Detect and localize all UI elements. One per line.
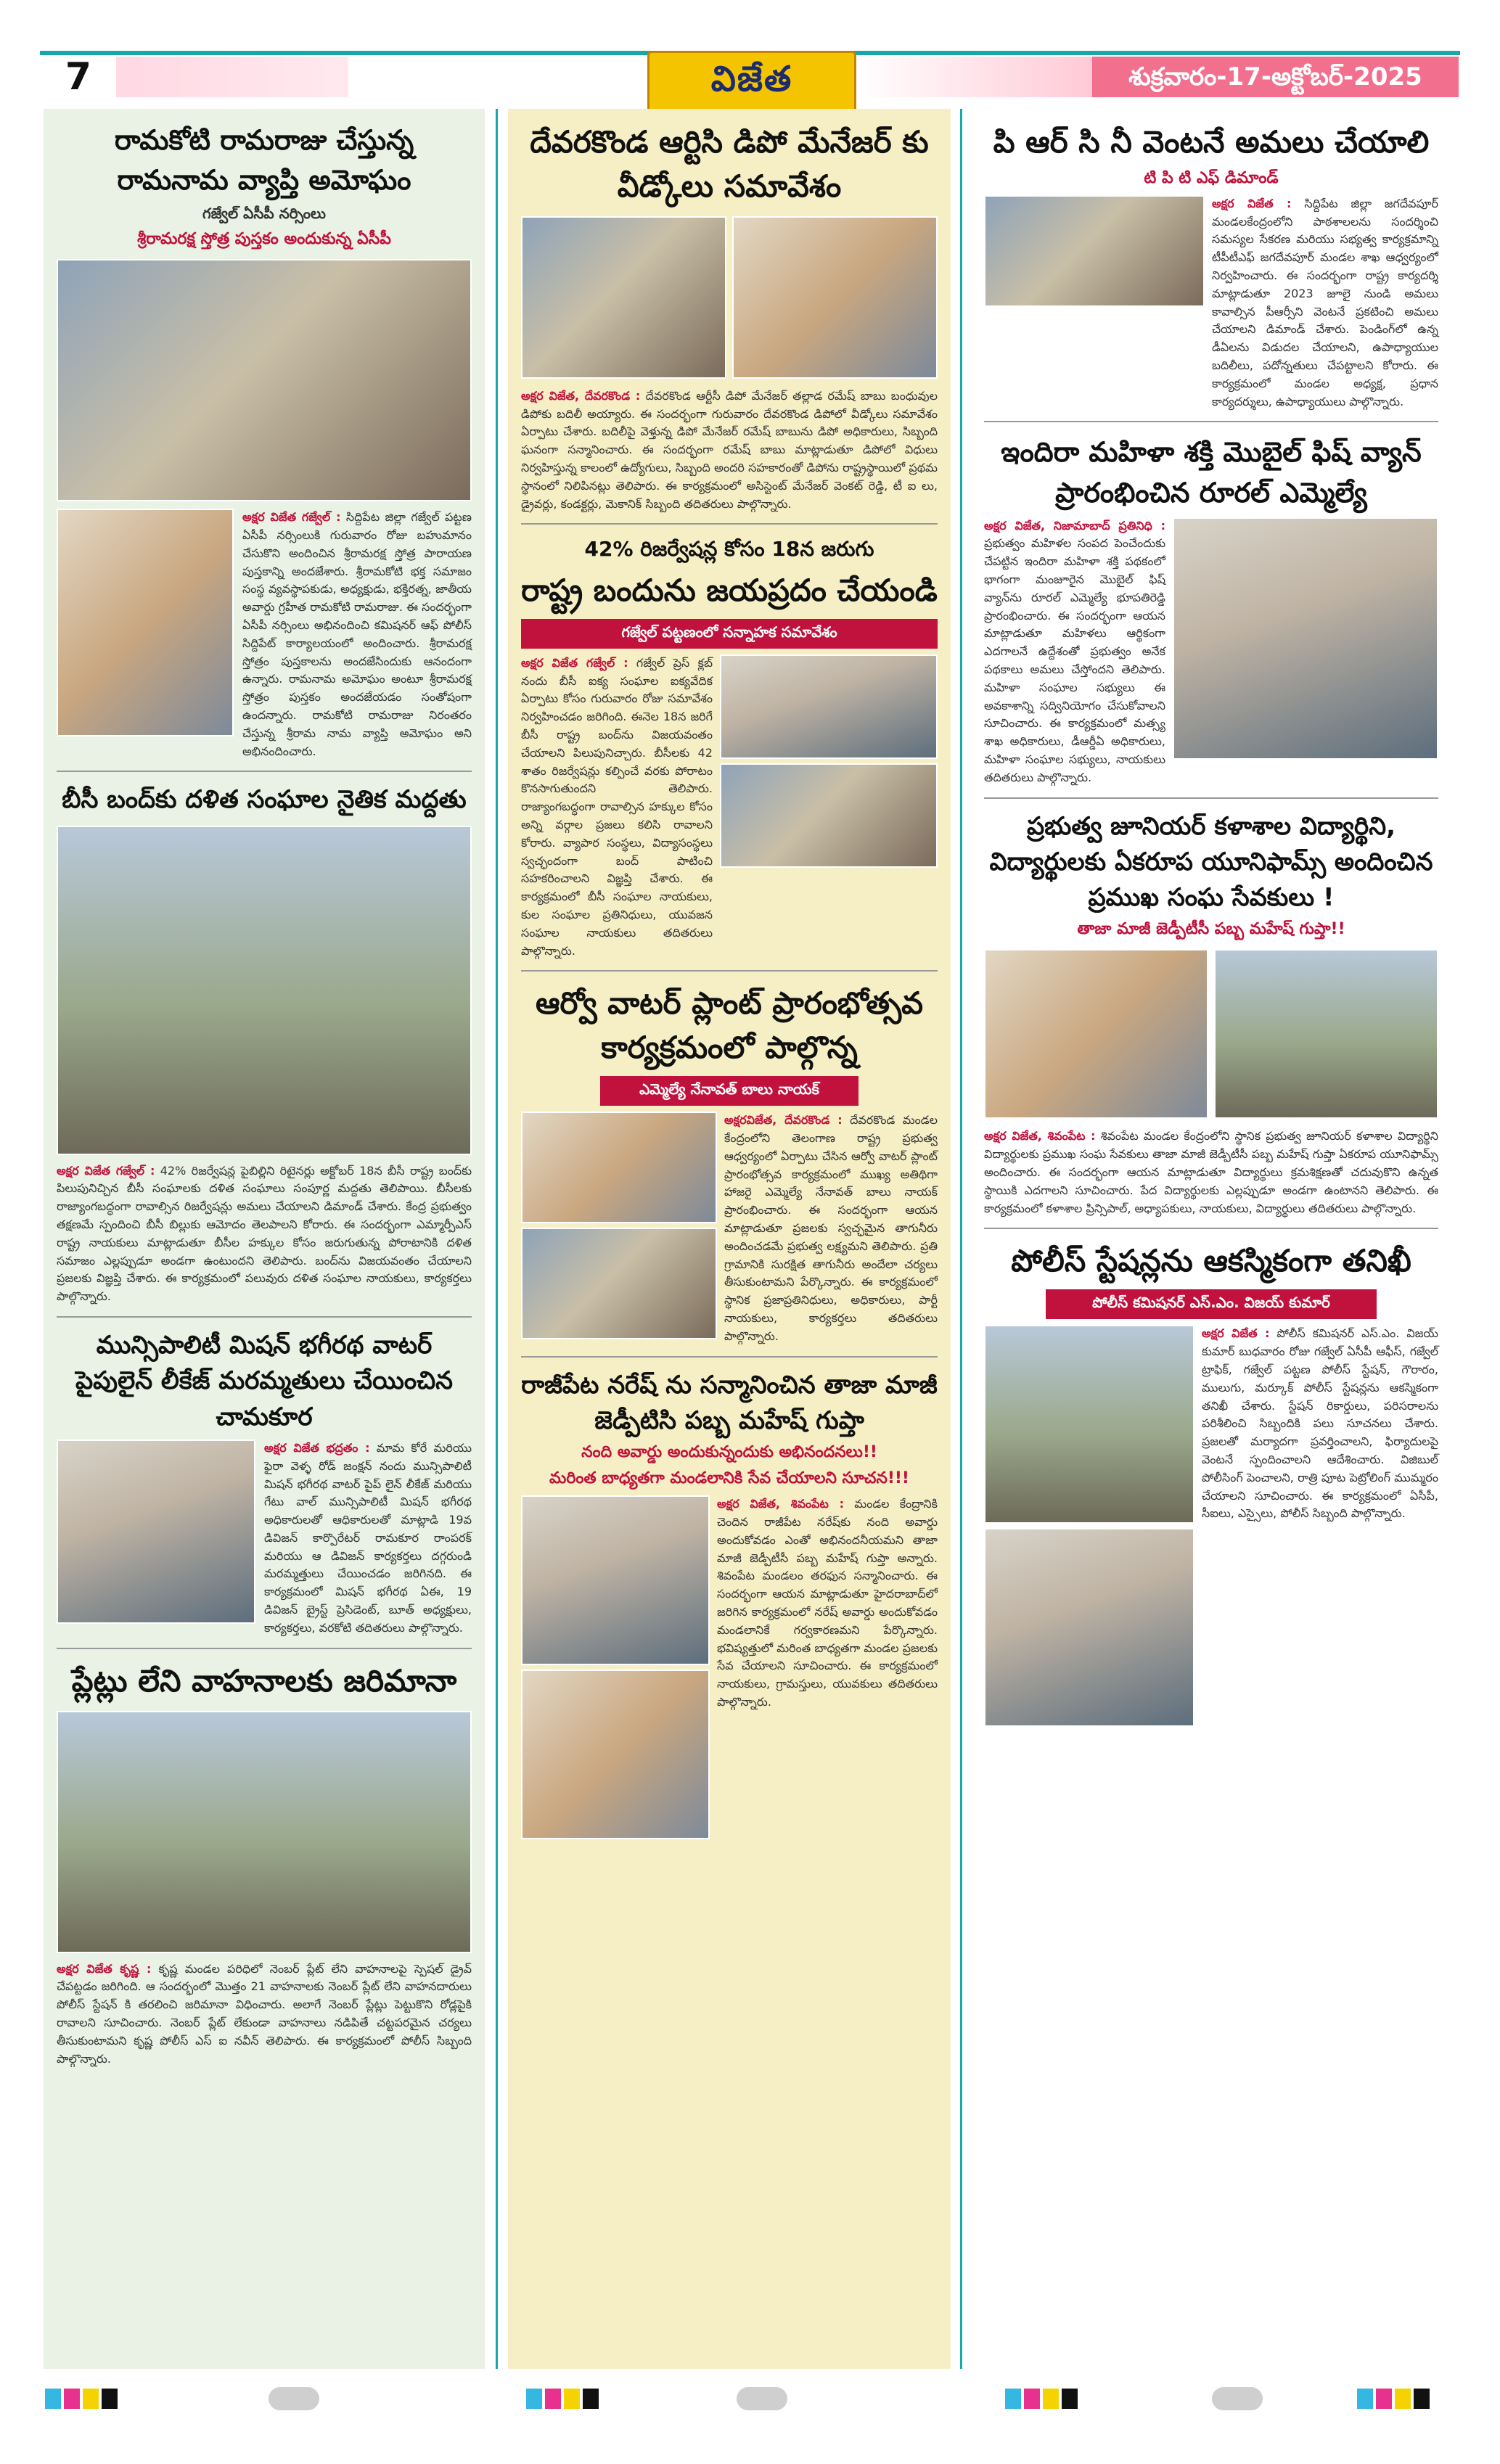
article-body <box>717 1495 938 1839</box>
article-body <box>1202 1325 1438 1727</box>
article-fish-van <box>984 432 1438 787</box>
color-bar <box>64 2389 80 2409</box>
article-byline: అక్షర విజేత, నిజామాబాద్ ప్రతినిధి : <box>984 518 1165 533</box>
article-byline: అక్షర విజేత : <box>1212 196 1292 210</box>
article-headline: బీసీ బంద్‌కు దళిత సంఘాల నైతిక మద్దతు <box>62 785 467 815</box>
article-text: దేవరకొండ మండల కేంద్రంలోని తెలంగాణ రాష్ట్ర ప్రభుత్వ ఆధ్వర్యంలో ఏర్పాటు చేసిన ఆర్వో వాటర్ ప్లాంట్ ప్రారంభోత్సవ కార్యక్రమంలో ముఖ్య అతిథిగా హాజరై ఎమ్మెల్యే నేనావత్ బాలు నాయక్ ప్రారంభించారు. ఈ సందర్భంగా ఆయన మాట్లాడుతూ ప్రజలకు స్వచ్ఛమైన తాగునీరు అందించడమే ప్రభుత్వ లక్ష్యమని తెలిపారు. ప్రతి గ్రామానికి సురక్షిత తాగునీరు అందేలా చర్యలు తీసుకుంటామని పేర్కొన్నారు. ఈ కార్యక్రమంలో స్థానిక ప్రజాప్రతినిధులు, అధికారులు, పార్టీ నాయకులు, కార్యకర్తలు తదితరులు పాల్గొన్నారు. <box>724 1113 938 1343</box>
color-bar <box>1062 2389 1078 2409</box>
article-text: సిద్దిపేట జిల్లా జగదేవపూర్ మండలకేంద్రంలోని పాఠశాలలను సందర్శించి సమస్యల సేకరణ మరియు సభ్యత్వ కార్యక్రమాన్ని టీపీటీఎఫ్ జగదేవపూర్ మండల శాఖ ఆధ్వర్యంలో నిర్వహించారు. ఈ సందర్భంగా రాష్ట్ర కార్యదర్శి మాట్లాడుతూ 2023 జూలై నుండి అమలు కావాల్సిన పీఆర్సీని వెంటనే ప్రకటించి అమలు చేయాలని డిమాండ్ చేశారు. పెండింగ్‌లో ఉన్న డీఏలను విడుదల చేయాలని, ఉపాధ్యాయుల బదిలీలు, పదోన్నతులు చేపట్టాలని కోరారు. ఈ కార్యక్రమంలో మండల అధ్యక్ష, ప్రధాన కార్యదర్శులు, ఉపాధ్యాయులు పాల్గొన్నారు. <box>1212 196 1438 408</box>
color-bar <box>526 2389 542 2409</box>
logo-text: విజేత <box>710 59 793 99</box>
article-naresh-felicitation <box>521 1368 938 1840</box>
article-subhead: గజ్వేల్ ఏసీపీ నర్సింలు <box>202 205 326 223</box>
article-byline: అక్షర విజేత భద్రతం : <box>264 1440 370 1455</box>
article-text: పోలీస్ కమిషనర్ ఎస్.ఎం. విజయ్ కుమార్ బుధవారం రోజు గజ్వేల్ ఏసీపీ ఆఫీస్, గజ్వేల్ ట్రాఫిక్, గజ్వేల్ పట్టణ పోలీస్ స్టేషన్, గౌరారం, ములుగు, మర్కూక్ పోలీస్ స్టేషన్లను ఆకస్మికంగా తనిఖీ చేశారు. స్టేషన్ రికార్డులు, పరిసరాలను పరిశీలించి సిబ్బందికి పలు సూచనలు చేశారు. ప్రజలతో మర్యాదగా ప్రవర్తించాలని, ఫిర్యాదులపై వెంటనే స్పందించాలని ఆదేశించారు. విజిబుల్ పోలీసింగ్ పెంచాలని, రాత్రి పూట పెట్రోలింగ్ ముమ్మరం చేయాలని సూచించారు. ఈ కార్యక్రమంలో ఏసీపీ, సీఐలు, ఎస్సైలు, పోలీస్ సిబ్బంది పాల్గొన్నారు. <box>1202 1326 1438 1521</box>
divider <box>57 1316 472 1318</box>
masthead-logo <box>647 51 856 115</box>
article-photo <box>57 1440 255 1624</box>
article-number-plate-fine <box>57 1659 472 2069</box>
article-text: ప్రభుత్వం మహిళల సంపద పెంచేందుకు చేపట్టిన ఇందిరా మహిళా శక్తి పథకంలో భాగంగా మంజూరైన మొబైల్ ఫిష్ వ్యాన్‌ను రూరల్ ఎమ్మెల్యే భూపతిరెడ్డి ప్రారంభించారు. ఈ సందర్భంగా ఆయన మాట్లాడుతూ మహిళలు ఆర్థికంగా ఎదగాలనే ఉద్దేశంతో ప్రభుత్వం అనేక పథకాలు అమలు చేస్తోందని తెలిపారు. మహిళా సంఘాల సభ్యులు ఈ అవకాశాన్ని సద్వినియోగం చేసుకోవాలని సూచించారు. ఈ కార్యక్రమంలో మత్స్య శాఖ అధికారులు, డీఆర్డీఏ అధికారులు, మహిళా సంఘాల సభ్యులు, నాయకులు తదితరులు పాల్గొన్నారు. <box>984 536 1165 784</box>
article-photo <box>984 949 1208 1119</box>
article-headline: పి ఆర్ సి నీ వెంటనే అమలు చేయాలి <box>993 124 1430 160</box>
article-byline: అక్షర విజేత గజ్వేల్ : <box>57 1163 155 1178</box>
article-body <box>521 654 713 961</box>
article-body <box>984 517 1165 787</box>
article-headline: ఆర్వో వాటర్ ప్లాంట్ ప్రారంభోత్సవ కార్యక్రమంలో పాల్గొన్న <box>535 985 924 1066</box>
article-headline: రాష్ట్ర బందును జయప్రదం చేయండి <box>521 572 938 608</box>
divider <box>521 523 938 525</box>
color-bar <box>83 2389 99 2409</box>
article-subhead: టి పి టి ఎఫ్ డిమాండ్ <box>1144 168 1279 187</box>
divider <box>984 421 1438 422</box>
article-text: దేవరకొండ ఆర్టీసీ డిపో మేనేజర్ తల్లాడ రమేష్ బాబు బంధువుల డిపోకు బదిలీ అయ్యారు. ఈ సందర్భంగా గురువారం దేవరకొండ డిపోలో వీడ్కోలు సమావేశం ఏర్పాటు చేశారు. బదిలీపై వెళ్తున్న డిపో మేనేజర్ రమేష్ బాబును డిపో అధికారులు, సిబ్బంది ఘనంగా సన్మానించారు. ఈ సందర్భంగా రమేష్ బాబు మాట్లాడుతూ డిపోలో విధులు నిర్వహిస్తున్న కాలంలో ఉద్యోగులు, సిబ్బంది అందరి సహకారంతో డిపోను రాష్ట్రస్థాయిలో ప్రథమ స్థానంలో నిలిపినట్లు తెలిపారు. ఈ కార్యక్రమంలో అసిస్టెంట్ మేనేజర్ వెంకట్ రెడ్డి, టీ ఐ లు, డ్రైవర్లు, కండక్టర్లు, మెకానిక్ సిబ్బంది తదితరులు పాల్గొన్నారు. <box>521 388 938 511</box>
article-byline: అక్షర విజేత, శివంపేట : <box>717 1497 844 1511</box>
color-bar <box>102 2389 118 2409</box>
divider <box>984 797 1438 799</box>
article-photo <box>521 1670 710 1839</box>
article-uniforms <box>984 809 1438 1218</box>
article-police-inspection <box>984 1239 1438 1727</box>
article-ramakoti <box>57 120 472 760</box>
article-subhead: తాజా మాజీ జెడ్పీటీసీ పబ్బ మహేష్ గుప్తా!! <box>1077 920 1345 939</box>
article-photo <box>521 1495 710 1665</box>
article-photo <box>1173 517 1438 760</box>
color-bar <box>545 2389 561 2409</box>
article-body <box>1212 195 1438 411</box>
article-body <box>264 1440 472 1638</box>
article-photo <box>521 216 726 379</box>
article-byline: అక్షర విజేత, దేవరకొండ : <box>521 388 641 403</box>
article-headline: పోలీస్ స్టేషన్లను ఆకస్మికంగా తనిఖీ <box>1011 1243 1411 1279</box>
column-left <box>44 109 485 2369</box>
article-subhead: శ్రీరామరక్ష స్తోత్ర పుస్తకం అందుకున్న ఏసీపీ <box>137 230 391 249</box>
article-headline: రాజీపేట నరేష్ ను సన్మానించిన తాజా మాజీ జెడ్పీటిసి పబ్బ మహేష్ గుప్తా <box>521 1370 938 1435</box>
color-bar <box>1024 2389 1040 2409</box>
article-text: మామ కోరే మరియు ఫైరా వెళ్ళ రోడ్ జంక్షన్ నందు మున్సిపాలిటీ మిషన్ భగీరథ వాటర్ పైప్ లైన్ లీకేజ్ మరియు గేటు వాల్ మున్సిపాలిటీ మిషన్ భగీరథ అధికారులతో ఆధికారులతో మాట్లాడి 19వ డివిజన్ కార్పొరేటర్ రామకూర రాంపరక్ మరియు ఆ డివిజన్ కార్యకర్తలు దగ్గరుండి మరమ్మత్తులు చేయించడం జరిగినది. ఈ కార్యక్రమంలో మిషన్ భగీరథ ఏఈ, 19 డివిజన్ బ్రైస్ట్ ప్రెసిడెంట్, బూత్ అధ్యక్షులు, కార్యకర్తలు, వరకోటి తదితరులు పాల్గొన్నారు. <box>264 1440 472 1635</box>
article-strip: పోలీస్ కమిషనర్ ఎస్.ఎం. విజయ్ కుమార్ <box>1046 1289 1377 1319</box>
article-body <box>57 1162 472 1306</box>
column-rule <box>496 109 498 2369</box>
article-body <box>57 1960 472 2069</box>
article-photo <box>984 195 1205 307</box>
article-subhead: మరింత బాధ్యతగా మండలానికి సేవ చేయాలని సూచన!!! <box>549 1469 909 1488</box>
page-number: 7 <box>44 57 113 97</box>
article-prc-demand <box>984 120 1438 411</box>
article-strip: గజ్వేల్ పట్టణంలో సన్నాహక సమావేశం <box>521 619 938 649</box>
color-bar <box>1043 2389 1059 2409</box>
article-text: 42% రిజర్వేషన్ల పైబిల్లిని రిటైనర్లు అక్టోబర్ 18న బీసీ రాష్ట్ర బంద్‌కు పిలుపునిచ్చిన బీసీ సంఘాలకు దళిత సంఘాలు సంపూర్ణ మద్దతు తెలిపాయి. బీసీలకు రాజ్యాంగబద్ధంగా రావాల్సిన రిజర్వేషన్లు అమలు చేయాలని డిమాండ్ చేశారు. కేంద్ర ప్రభుత్వం తక్షణమే స్పందించి బీసీ బిల్లుకు ఆమోదం తెలపాలని కోరారు. ఈ సందర్భంగా ఎమ్మార్పీఎస్ రాష్ట్ర నాయకులు మాట్లాడుతూ బీసీల హక్కుల కోసం జరుగుతున్న పోరాటానికి దళిత సమాజం ఎల్లప్పుడూ అండగా ఉంటుందని తెలిపారు. బంద్‌ను విజయవంతం చేయాలని ప్రజలకు విజ్ఞప్తి చేశారు. ఈ కార్యక్రమంలో పలువురు దళిత సంఘాల నాయకులు, కార్యకర్తలు పాల్గొన్నారు. <box>57 1163 472 1304</box>
article-depot-farewell <box>521 120 938 513</box>
article-photo <box>57 1711 472 1953</box>
article-ro-plant <box>521 982 938 1345</box>
article-headline: రామకోటి రామరాజు చేస్తున్న రామనామ వ్యాప్తి అమోఘం <box>114 124 414 197</box>
article-body <box>521 387 938 514</box>
column-middle <box>508 109 951 2369</box>
article-headline: ప్రభుత్వ జూనియర్ కళాశాల విద్యార్థిని, విద్యార్థులకు ఏకరూప యూనిఫామ్స్ అందించిన ప్రముఖ సంఘ సేవకులు ! <box>989 811 1433 913</box>
article-photo <box>521 1112 717 1223</box>
column-right <box>971 109 1451 2369</box>
color-bar <box>1414 2389 1430 2409</box>
color-bar <box>564 2389 580 2409</box>
date-label: శుక్రవారం-17-అక్టోబర్-2025 <box>1092 57 1459 97</box>
article-state-bandh <box>521 535 938 960</box>
article-strip: ఎమ్మెల్యే నేనావత్ బాలు నాయక్ <box>600 1076 858 1106</box>
article-body <box>724 1112 938 1345</box>
article-photo <box>984 1325 1194 1524</box>
article-headline: దేవరకొండ ఆర్టిసి డిపో మేనేజర్ కు వీడ్కోలు సమావేశం <box>530 124 929 204</box>
divider <box>57 1648 472 1649</box>
article-body <box>984 1128 1438 1217</box>
article-photo <box>720 654 938 759</box>
article-byline: అక్షర విజేత కృష్ణ : <box>57 1961 152 1976</box>
date-band-fade <box>856 57 1096 97</box>
register-pill <box>1212 2387 1263 2410</box>
register-pill <box>269 2387 319 2410</box>
color-bar <box>1376 2389 1392 2409</box>
article-text: శివంపేట మండల కేంద్రంలోని స్థానిక ప్రభుత్వ జూనియర్ కళాశాల విద్యార్థిని విద్యార్థులకు ప్రముఖ సంఘ సేవకులు తాజా మాజీ జెడ్పీటీసీ పబ్బ మహేష్ గుప్తా ఏకరూప యూనిఫామ్స్ అందించారు. ఈ సందర్భంగా ఆయన మాట్లాడుతూ విద్యార్థులు క్రమశిక్షణతో చదువుకొని ఉన్నత స్థాయికి ఎదగాలని సూచించారు. పేద విద్యార్థులకు ఎల్లప్పుడూ అండగా ఉంటానని తెలిపారు. ఈ కార్యక్రమంలో కళాశాల ప్రిన్సిపాల్, అధ్యాపకులు, నాయకులు, విద్యార్థులు తదితరులు పాల్గొన్నారు. <box>984 1129 1438 1215</box>
article-photo <box>57 826 472 1155</box>
article-byline: అక్షరవిజేత, దేవరకొండ : <box>724 1113 843 1128</box>
article-byline: అక్షర విజేత గజ్వేల్ : <box>242 510 341 525</box>
article-photo <box>984 1528 1194 1727</box>
column-rule <box>960 109 962 2369</box>
divider <box>521 1356 938 1358</box>
color-bar <box>1395 2389 1411 2409</box>
divider <box>57 771 472 772</box>
article-photo <box>1214 949 1438 1119</box>
article-photo <box>57 259 472 501</box>
article-headline: ప్లేట్లు లేని వాహనాలకు జరిమానా <box>71 1662 457 1699</box>
color-bar <box>1005 2389 1021 2409</box>
article-text: మండల కేంద్రానికి చెందిన రాజీపేట నరేష్‌కు నంది అవార్డు అందుకోవడం ఎంతో అభినందనీయమని తాజా మాజీ జెడ్పీటీసీ పబ్బ మహేష్ గుప్తా అన్నారు. శివంపేట మండలం తరఫున సన్మానించారు. ఈ సందర్భంగా ఆయన మాట్లాడుతూ హైదరాబాద్‌లో జరిగిన కార్యక్రమంలో నరేష్ అవార్డు అందుకోవడం మండలానికే గర్వకారణమని పేర్కొన్నారు. భవిష్యత్తులో మరింత బాధ్యతగా మండల ప్రజలకు సేవ చేయాలని సూచించారు. ఈ కార్యక్రమంలో నాయకులు, గ్రామస్తులు, యువకులు తదితరులు పాల్గొన్నారు. <box>717 1497 938 1709</box>
article-byline: అక్షర విజేత : <box>1202 1326 1270 1341</box>
color-bar <box>1357 2389 1373 2409</box>
register-pill <box>737 2387 787 2410</box>
article-kicker: 42% రిజర్వేషన్ల కోసం 18న జరుగు <box>584 537 874 562</box>
divider <box>521 970 938 972</box>
article-photo <box>732 216 938 379</box>
color-bar <box>45 2389 61 2409</box>
article-photo <box>521 1228 717 1339</box>
article-headline: ఇందిరా మహిళా శక్తి మొబైల్ ఫిష్ వ్యాన్ ప్రారంభించిన రూరల్ ఎమ్మెల్యే <box>1001 436 1422 509</box>
article-photo <box>720 763 938 868</box>
divider <box>984 1228 1438 1229</box>
article-byline: అక్షర విజేత గజ్వేల్ : <box>521 655 628 670</box>
article-byline: అక్షర విజేత, శివంపేట : <box>984 1129 1096 1143</box>
article-text: గజ్వేల్ ప్రెస్ క్లబ్ నందు బీసీ ఐక్య సంఘాల ఐక్యవేదిక ఏర్పాటు కోసం గురువారం రోజు సమావేశం నిర్వహించడం జరిగింది. ఈనెల 18న జరిగే బీసీ రాష్ట్ర బంద్‌ను విజయవంతం చేయాలని పిలుపునిచ్చారు. బీసీలకు 42 శాతం రిజర్వేషన్లు కల్పించే వరకు పోరాటం కొనసాగుతుందని తెలిపారు. రాజ్యాంగబద్ధంగా రావాల్సిన హక్కుల కోసం అన్ని వర్గాల ప్రజలు కలిసి రావాలని కోరారు. వ్యాపార సంస్థలు, విద్యాసంస్థలు స్వచ్ఛందంగా బంద్ పాటించి సహకరించాలని విజ్ఞప్తి చేశారు. ఈ కార్యక్రమంలో బీసీ సంఘాల నాయకులు, కుల సంఘాల ప్రతినిధులు, యువజన సంఘాల నాయకులు తదితరులు పాల్గొన్నారు. <box>521 655 713 958</box>
article-subhead: నంది అవార్డు అందుకున్నందుకు అభినందనలు!! <box>581 1443 877 1462</box>
article-bc-bandh-support <box>57 782 472 1306</box>
article-headline: మున్సిపాలిటీ మిషన్ భగీరథ వాటర్ పైపులైన్ లీకేజ్ మరమ్మతులు చేయించిన చామకూర <box>75 1331 453 1432</box>
article-body <box>242 509 472 760</box>
article-text: సిద్దిపేట జిల్లా గజ్వేల్ పట్టణ ఏసీపీ నర్సింలుకి గురువారం రోజు బహుమానం చేసుకొని అందించిన శ్రీరామరక్ష స్తోత్ర పారాయణ పుస్తకాన్ని అందజేశారు. శ్రీరామకోటి భక్త సమాజం సంస్థ వ్యవస్థాపకుడు, అధ్యక్షుడు, భక్తిరత్న, జాతీయ అవార్డు గ్రహీత రామకోటి రామరాజు. ఈ సందర్భంగా ఏసీపీ నర్సింలు అభినందించి కమిషనర్ ఆఫ్ పోలీస్ సిద్దిపేట్ కార్యాలయంలో అందించారు. శ్రీరామరక్ష స్తోత్రం పుస్తకాలను అందజేసిందుకు ఆనందంగా ఉన్నారు. రామనామ అమోఘం అంటూ శ్రీరామరక్ష స్తోత్రం పుస్తకం అందజేయడం సంతోషంగా ఉందన్నారు. రామకోటి రామరాజు నిరంతరం చేస్తున్న శ్రీరామ నామ వ్యాప్తి అమోఘం అని అభినందించారు. <box>242 510 472 758</box>
article-text: కృష్ణ మండల పరిధిలో నెంబర్ ప్లేట్ లేని వాహనాలపై స్పెషల్ డ్రైవ్ చేపట్టడం జరిగింది. ఆ సందర్భంలో మొత్తం 21 వాహనాలకు నెంబర్ ప్లేట్ లేని వాహనదారులు పోలీస్ స్టేషన్ కి తరలించి జరిమానా విధించారు. అలాగే నెంబర్ ప్లేట్లు పెట్టుకొని రోడ్లపైకి రావాలని సూచించారు. నెంబర్ ప్లేట్ లేకుండా వాహనాలు నడిపితే చట్టపరమైన చర్యలు తీసుకుంటామని కృష్ణ పోలీస్ ఎస్ ఐ నవీన్ తెలిపారు. ఈ కార్యక్రమంలో పోలీస్ సిబ్బంది పాల్గొన్నారు. <box>57 1961 472 2066</box>
color-bar <box>583 2389 599 2409</box>
article-pipeline-repair <box>57 1328 472 1638</box>
article-photo <box>57 509 234 736</box>
